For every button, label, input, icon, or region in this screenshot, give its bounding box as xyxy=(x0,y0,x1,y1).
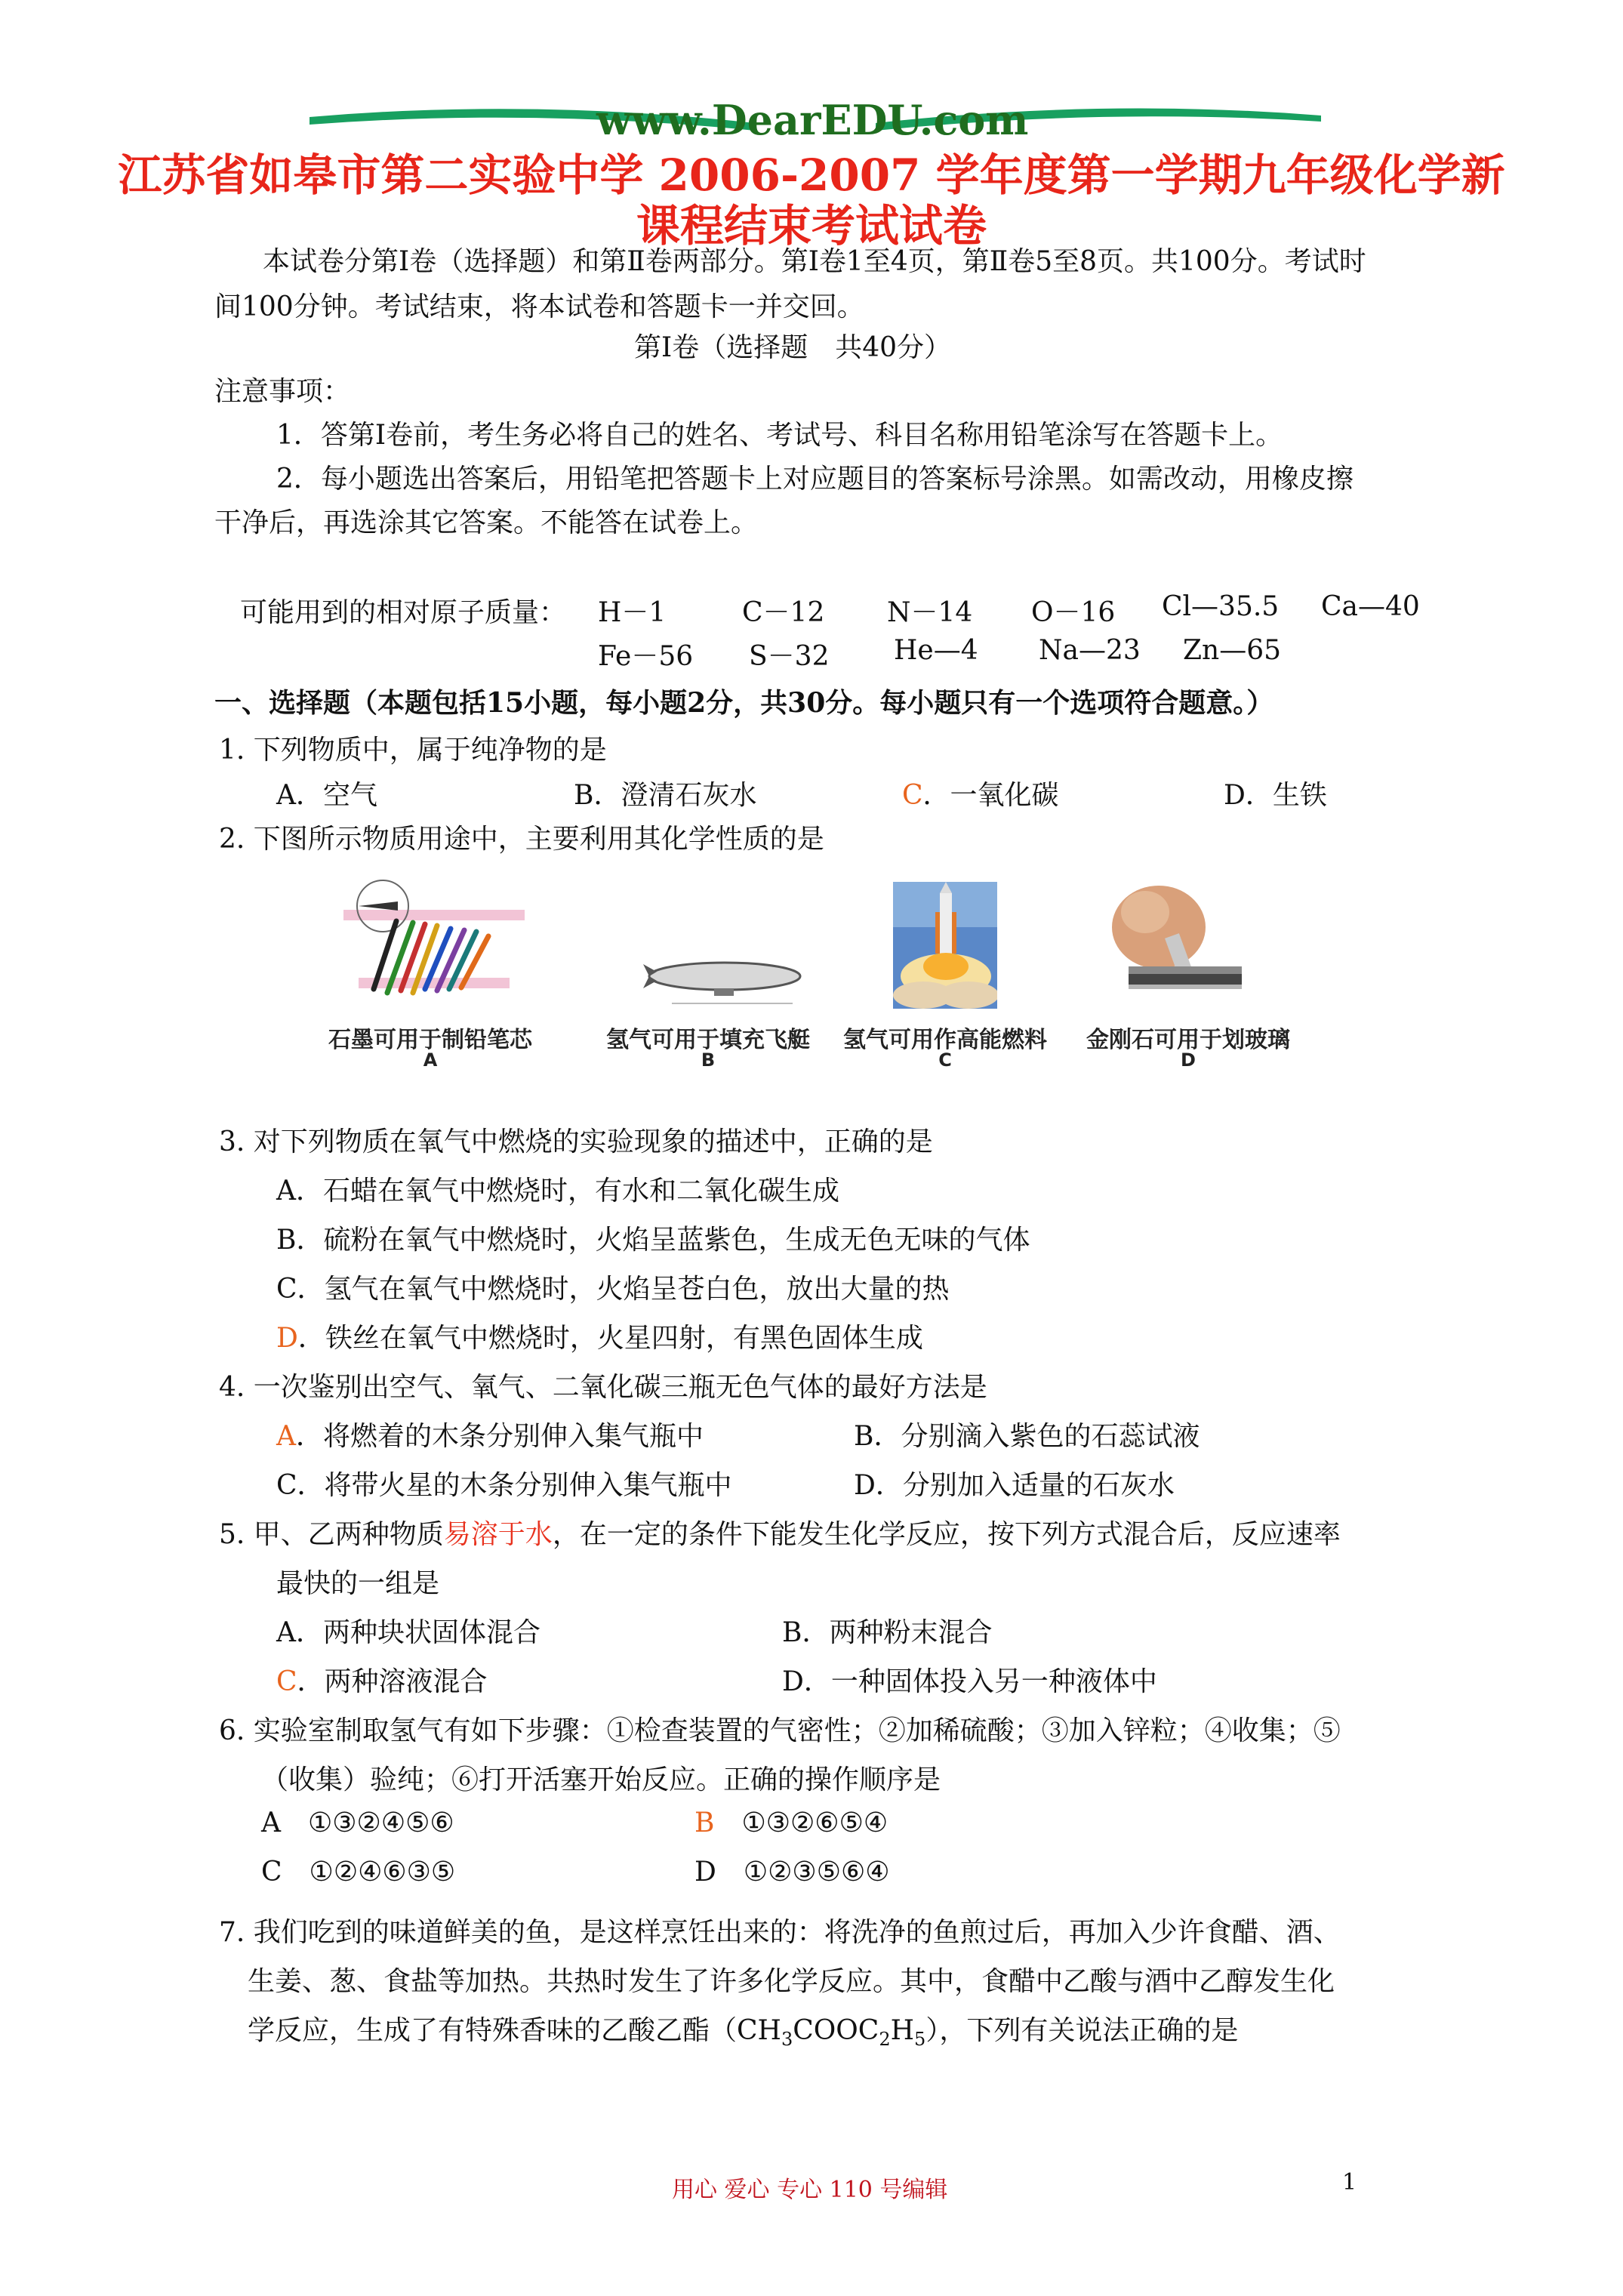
q7-line3-mid: COOC xyxy=(793,2015,879,2046)
pencils-image xyxy=(343,876,525,1004)
diamond-cutter-image xyxy=(1098,882,1242,1006)
q5-option-b: B．两种粉末混合 xyxy=(782,1617,993,1648)
site-url: www.DearEDU.com xyxy=(596,96,1029,144)
q1-option-c xyxy=(902,774,1059,812)
q3-stem: 3. 对下列物质在氧气中燃烧的实验现象的描述中，正确的是 xyxy=(219,1126,933,1157)
q3-option-d-text: ．铁丝在氧气中燃烧时，火星四射，有黑色固体生成 xyxy=(297,1323,923,1354)
atomic-masses-label: 可能用到的相对原子质量： xyxy=(240,597,567,628)
q2-caption-b: 氢气可用于填充飞艇 xyxy=(606,1027,810,1053)
q4-option-b: B．分别滴入紫色的石蕊试液 xyxy=(854,1421,1200,1452)
q5-option-c-text: ．两种溶液混合 xyxy=(297,1666,488,1697)
q5-option-a: A．两种块状固体混合 xyxy=(276,1617,540,1648)
intro-line1: 本试卷分第Ⅰ卷（选择题）和第Ⅱ卷两部分。第Ⅰ卷1至4页，第Ⅱ卷5至8页。共100分。考试时 xyxy=(263,246,1366,277)
q5-stem-highlight: 易溶于水 xyxy=(443,1519,553,1550)
q5-stem-post: ，在一定的条件下能发生化学反应，按下列方式混合后，反应速率 xyxy=(552,1519,1341,1550)
q7-line3-h: H xyxy=(890,2015,915,2046)
atomic-mass-item: N－14 xyxy=(887,597,973,628)
page-title: 江苏省如皋市第二实验中学 2006-2007 学年度第一学期九年级化学新 xyxy=(118,149,1505,201)
atomic-mass-item: Cl—35.5 xyxy=(1162,591,1280,622)
q6-option-a xyxy=(261,1808,454,1838)
atomic-mass-item: He—4 xyxy=(894,635,978,666)
q3-option-d xyxy=(276,1317,923,1355)
q6-stem-line2: （收集）验纯；⑥打开活塞开始反应。正确的操作顺序是 xyxy=(261,1764,941,1795)
notice-item2-line2: 干净后，再选涂其它答案。不能答在试卷上。 xyxy=(214,507,759,538)
q1-option-c-text: ．一氧化碳 xyxy=(922,780,1059,811)
atomic-mass-item: O－16 xyxy=(1031,597,1116,628)
q5-stem xyxy=(219,1513,1341,1552)
q5-stem-pre: 5. 甲、乙两种物质 xyxy=(219,1519,444,1550)
q3-option-a: A．石蜡在氧气中燃烧时，有水和二氧化碳生成 xyxy=(276,1176,839,1207)
atomic-mass-item: Ca—40 xyxy=(1321,591,1420,622)
q6-option-d xyxy=(694,1857,890,1888)
q3-option-b: B．硫粉在氧气中燃烧时，火焰呈蓝紫色，生成无色无味的气体 xyxy=(276,1225,1030,1256)
q1-stem: 1. 下列物质中，属于纯净物的是 xyxy=(219,735,607,766)
q6-option-c xyxy=(261,1857,455,1888)
footer-text: 用心 爱心 专心 110 号编辑 xyxy=(672,2177,948,2203)
atomic-mass-item: Fe－56 xyxy=(598,641,694,672)
notice-item1: 1．答第Ⅰ卷前，考生务必将自己的姓名、考试号、科目名称用铅笔涂写在答题卡上。 xyxy=(276,420,1283,451)
atomic-mass-item: Na—23 xyxy=(1039,635,1141,666)
q2-letter-a: A xyxy=(423,1049,438,1071)
q3-option-c: C．氢气在氧气中燃烧时，火焰呈苍白色，放出大量的热 xyxy=(276,1274,950,1305)
q3-answer-letter: D xyxy=(276,1323,298,1354)
q6-answer-letter: B xyxy=(694,1808,715,1838)
atomic-mass-item: S－32 xyxy=(749,641,830,672)
atomic-mass-item: Zn—65 xyxy=(1183,635,1282,666)
q6-option-d-text: ①②③⑤⑥④ xyxy=(743,1857,890,1888)
q1-option-d: D．生铁 xyxy=(1224,780,1327,811)
page-title-line2: 课程结束考试试卷 xyxy=(636,200,987,251)
q6-option-d-letter: D xyxy=(694,1857,716,1888)
q2-letter-c: C xyxy=(938,1049,952,1071)
q7-line3 xyxy=(248,2009,1238,2050)
section1-heading: 一、选择题（本题包括15小题，每小题2分，共30分。每小题只有一个选项符合题意。） xyxy=(214,687,1274,719)
q5-stem-line2: 最快的一组是 xyxy=(276,1568,440,1599)
notice-item2-line1: 2．每小题选出答案后，用铅笔把答题卡上对应题目的答案标号涂黑。如需改动，用橡皮擦 xyxy=(276,464,1354,495)
q7-sub-1: 3 xyxy=(781,2029,793,2051)
q7-sub-2: 2 xyxy=(879,2029,891,2051)
notice-label: 注意事项： xyxy=(214,376,351,407)
q6-stem-line1: 6. 实验室制取氢气有如下步骤：①检查装置的气密性；②加稀硫酸；③加入锌粒；④收集；⑤ xyxy=(219,1715,1341,1746)
q4-option-a-text: ．将燃着的木条分别伸入集气瓶中 xyxy=(296,1421,704,1452)
q1-option-a: A．空气 xyxy=(276,780,377,811)
q2-caption-d: 金刚石可用于划玻璃 xyxy=(1086,1027,1290,1053)
q6-option-b-text: ①③②⑥⑤④ xyxy=(741,1808,888,1838)
q4-option-a xyxy=(276,1415,704,1453)
q6-option-a-letter: A xyxy=(261,1808,281,1838)
q5-answer-letter: C xyxy=(276,1666,297,1697)
q2-caption-a: 石墨可用于制铅笔芯 xyxy=(328,1027,532,1053)
q7-line1: 7. 我们吃到的味道鲜美的鱼，是这样烹饪出来的：将洗净的鱼煎过后，再加入少许食醋、酒、 xyxy=(219,1917,1341,1948)
q7-line3-pre: 学反应，生成了有特殊香味的乙酸乙酯（CH xyxy=(248,2015,781,2046)
q6-option-a-text: ①③②④⑤⑥ xyxy=(308,1808,454,1838)
q5-option-c xyxy=(276,1660,488,1699)
q7-line3-post: ），下列有关说法正确的是 xyxy=(925,2015,1239,2046)
intro-line2: 间100分钟。考试结束，将本试卷和答题卡一并交回。 xyxy=(214,291,864,322)
q5-option-d: D．一种固体投入另一种液体中 xyxy=(782,1666,1157,1697)
q2-caption-c: 氢气可用作高能燃料 xyxy=(843,1027,1047,1053)
q2-letter-b: B xyxy=(701,1049,716,1071)
atomic-mass-item: C－12 xyxy=(742,597,825,628)
q4-option-c: C．将带火星的木条分别伸入集气瓶中 xyxy=(276,1470,732,1501)
q7-sub-3: 5 xyxy=(914,2029,926,2051)
q6-option-b xyxy=(694,1808,888,1838)
airship-image xyxy=(642,955,808,1008)
q2-letter-d: D xyxy=(1181,1049,1196,1071)
q6-option-c-text: ①②④⑥③⑤ xyxy=(309,1857,456,1888)
q4-stem: 4. 一次鉴别出空气、氧气、二氧化碳三瓶无色气体的最好方法是 xyxy=(219,1372,987,1403)
q1-answer-letter: C xyxy=(902,780,923,811)
q6-option-c-letter: C xyxy=(261,1857,282,1888)
q1-option-b: B．澄清石灰水 xyxy=(574,780,757,811)
q7-line2: 生姜、葱、食盐等加热。共热时发生了许多化学反应。其中，食醋中乙酸与酒中乙醇发生化 xyxy=(248,1966,1335,1997)
q4-option-d: D．分别加入适量的石灰水 xyxy=(854,1470,1175,1501)
page-number: 1 xyxy=(1342,2169,1357,2196)
rocket-launch-image xyxy=(893,882,997,1009)
part1-heading: 第Ⅰ卷（选择题 共40分） xyxy=(634,332,952,363)
atomic-mass-item: H－1 xyxy=(598,597,667,628)
q2-stem: 2. 下图所示物质用途中，主要利用其化学性质的是 xyxy=(219,824,824,855)
q4-answer-letter: A xyxy=(276,1421,296,1452)
